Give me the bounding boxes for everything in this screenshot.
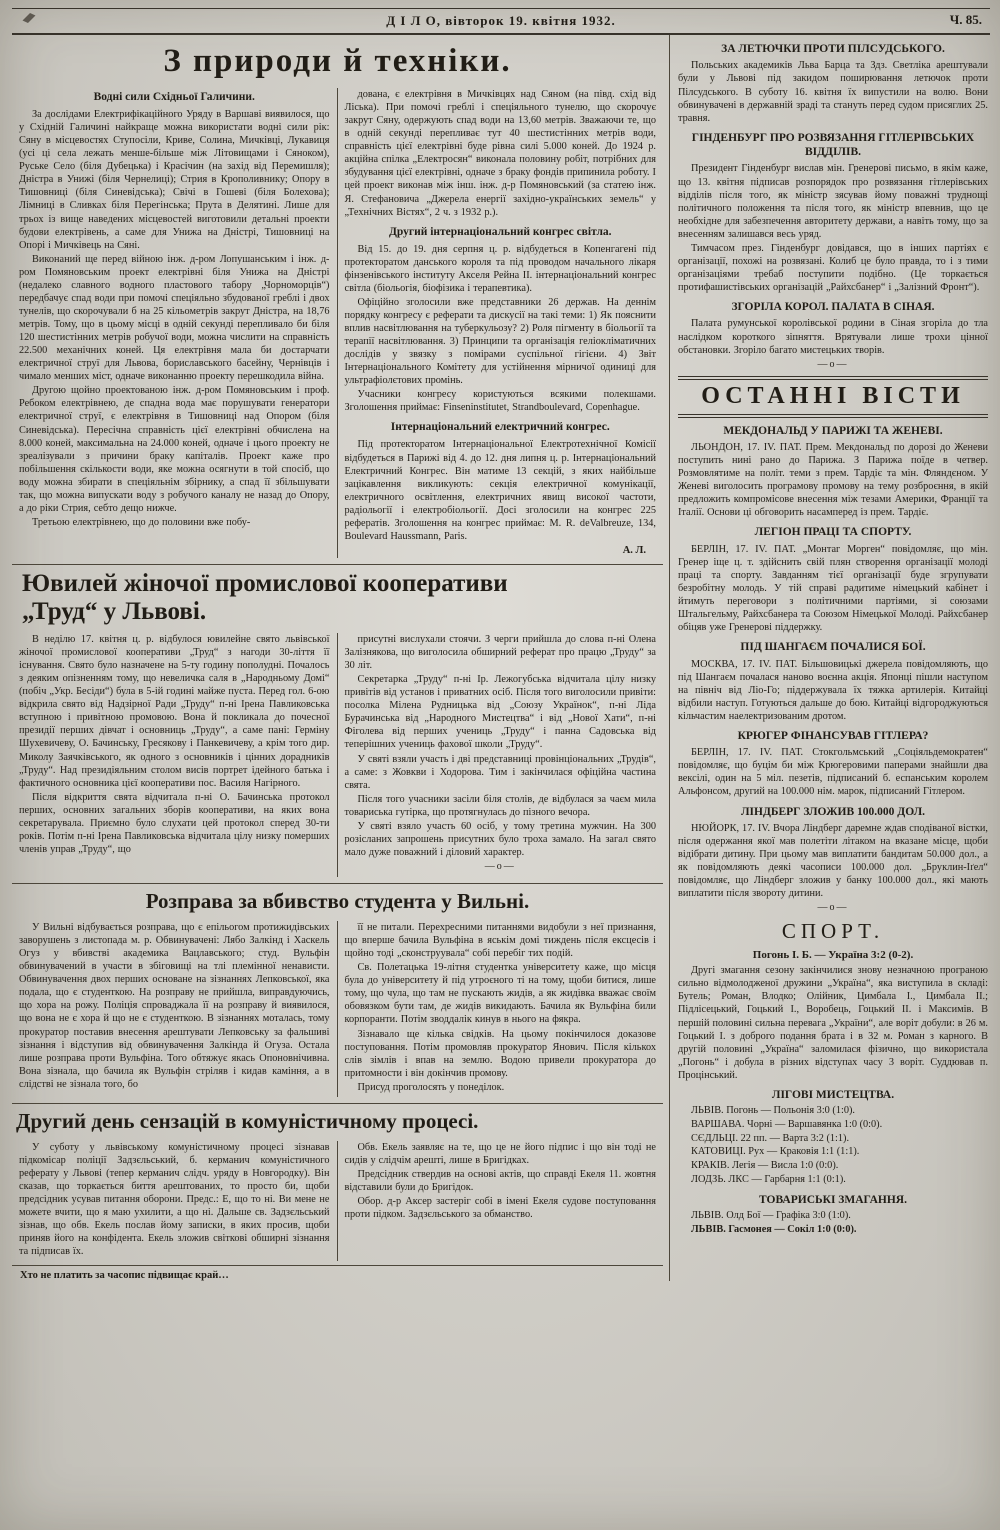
article-vilna-trial (12, 883, 663, 1097)
league-header: ЛІГОВІ МИСТЕЦТВА. (771, 1088, 895, 1101)
friendly-header: ТОВАРИСЬКІ ЗМАГАННЯ. (759, 1194, 907, 1207)
news-title: ЗГОРІЛА КОРОЛ. ПАЛАТА В СІНАЯ. (731, 301, 935, 314)
news-item-hindenburg (678, 131, 988, 294)
sport-header: СПОРТ. (781, 919, 885, 944)
column-right (338, 1141, 664, 1262)
issue-number: Ч. 85. (949, 12, 982, 27)
paragraph: Під протекторатом Інтернаціональної Електротехнічної Комісії відбудеться в Парижі від 4. до 12. дня липня ц. р. Інтернаціональний Електричний Конгрес. Він матиме 13 секцій, з яких найбільше зацікавлення викликують: секція електричної комунікації, електричного освітлення, електричних явищ високої частоти, радіольогії і електробіольогії. Досі зголосили на конгрес 225 рефератів. Зголошення на конгрес приймає: M. R. deValbreuze, 134, Boulevard Haussmann, Paris. (344, 439, 656, 542)
score-line: КАТОВИЦІ. Рух — Краковія 1:1 (1:1). (691, 1146, 860, 1158)
paragraph: Учасники конгресу користуються всякими полекшами. Зголошення приймає: Finseninstitutet, Strandboulevard, Copenhague. (344, 389, 656, 414)
league-results (678, 1089, 988, 1187)
paragraph: Св. Полетацька 19-літня студентка університету каже, що місця була до університету й під утроєного ті на тому, щоби битися, лише тому, що чула, що там не пускають жидів, а як жидівка вважає своїм обовязком бути там, де жидів викидають. Бачила як Вульфіна били корпоранти. Потім зводдалік кинув в нього на фякра. (344, 962, 656, 1026)
article-title (12, 565, 663, 633)
paragraph: НЮЙОРК, 17. IV. Вчора Ліндберг даремне ждав сподіваної вістки, після одержання якої мав полетіти літаком на вказане місце, щоби відібрати дитину. При цьому мав виплатити бандитам 50.000 дол., а як повідомляють деякі часописи 100.000 дол. „Бруклин-Іґел“ повідомляє, що Ліндберг зложив у банку 100.000 дол., які мають виплатити після звороту дитини. (678, 822, 988, 900)
paragraph: Президент Гінденбург вислав мін. Гренерові письмо, в якім каже, що 13. квітня підписав розпорядок про розвязання гітлерівських відділів після того, як міністр зясував йому поважні труднощі політичного положення та після того, як міністр впевнив, що це необхідне для забезпечення авторитету держави, а навіть тому, що за внесенням залишався весь уряд. (678, 163, 988, 240)
article-subtitle: Водні сили Східньої Галичини. (93, 91, 255, 103)
news-title: ГІНДЕНБУРГ ПРО РОЗВЯЗАННЯ ГІТЛЕРІВСЬКИХ ВІДДІЛІВ. (691, 131, 975, 159)
main-articles-area (12, 35, 670, 1281)
column-left (12, 1141, 338, 1262)
news-item-macdonald (678, 424, 988, 520)
section-separator: —о— (817, 902, 849, 914)
paragraph: В неділю 17. квітня ц. р. відбулося ювилейне свято львівської жіночої промислової кооперативи „Труд“ з нагоди 30-ліття її існування. Свято було назначене на 5-ту годину пополудні. Почалось з деяким опізненням тому, що невеличка саля в „Народньому Домі“ (побіч „Укр. Бесіди“) була в 5-ій годині майже пуста. Перед гол. 6-ою відкрила свято від Надзірної Ради „Труду“ п-ні Ірена Павликовська вступною і привітною промовою. Вона й покликала до почесної президії перших дівчат і основниць „Труду“, а саме пані: Герміну Шухевичеву, О. Бачинську, Гресякову і Панкевичеву, а крім того дир. Миколу Заячківського, як одного з основників і цінних дорадників „Труду“. Над президіяльним столом висів портрет ідейного батька і фактичного основника цієї кооперативи пос. Василя Нагірного. (19, 633, 330, 789)
paragraph: Обв. Екель заявляє на те, що це не його підпис і що він тоді не сидів у слідчім арешті, лише в Бригідках. (344, 1141, 656, 1166)
news-title: ЗА ЛЕТЮЧКИ ПРОТИ ПІЛСУДСЬКОГО. (721, 43, 945, 55)
masthead-title: Д І Л О, вівторок 19. квітня 1932. (386, 13, 616, 28)
paragraph: МОСКВА, 17. IV. ПАТ. Більшовицькі джерела повідомляють, що під Шангаєм почалася наново воєнна акція. Японці пішли наступом на північ від Ліо-Го; піддержувала їх тяжка артилерія. Китайці відбили наступ. Готуються дальше до бою. Китайці відгороджуються кільчастим наелектризованим дротом. (678, 658, 988, 722)
title-line-1: Ювилей жіночої промислової кооперативи (22, 569, 508, 597)
two-column-layout (12, 1141, 663, 1262)
score-line: ЛЬВІВ. Олд Бої — Графіка 3:0 (1:0). (691, 1210, 851, 1222)
subheading-electric-congress: Інтернаціональний електричний конгрес. (390, 421, 610, 434)
column-right (338, 921, 664, 1097)
paragraph: Предсідник ствердив на основі актів, що справді Екеля 11. жовтня відставили були до Бригідок. (344, 1168, 656, 1193)
paragraph: присутні вислухали стоячи. З черги прийшла до слова п-ні Олена Залізнякова, що виголосила обширний реферат про працю „Труду“ за 30 літ. (344, 633, 656, 672)
paragraph: Виконаний ще перед війною інж. д-ром Лопушанським і інж. д-ром Помяновським проект електрівні біля Унижа на Дністрі (недалеко славного водного пластового табору „Чорноморців“) передбачує спад води при помочі спеціяльно збудованої греблі і двох тунелів, що скорочували б на 25 кільометрів закрут Дністра, на 18,76 метрів. Тому, що в цьому місці в одній секунді перепливало би біля 120 шестистінних метрів робучої води, можна числити на справність 22.500 механічних коней. Ця електрівня мала би достарчати електричної струї для Львова, бориславського басейну, Чернівців і чимало менших міст, одначе виконанню проекту перешкодила війна. (19, 253, 330, 383)
paragraph: У святі взяло участь 60 осіб, у тому третина мужчин. На 300 розісланих запрошень присутних було троха замало. На загал свято мало дуже поважний і діловий характер. (344, 820, 656, 858)
news-item-labour-legion (678, 525, 988, 634)
section-separator: —о— (817, 358, 849, 370)
article-title: З природи й техніки. (163, 43, 512, 79)
column-left (12, 633, 338, 877)
news-item-leaflets (678, 42, 988, 125)
paragraph: дована, є електрівня в Мичківцях над Сяном (на півд. схід від Ліська). При помочі греблі і спеціяльного тунелю, що скорочує закрут Сяну, одержують спад води на 13,60 метрів. Зважаючи те, що в одній секунді перепливає тут 40 шестистінних метрів води, справність цієї електрівні буде рівна силі 5.000 коней. До 1924 р. акційна спілка „Електросян“ виконала половину робіт, потрібних для збудування цієї електрівні, одначе з браку фондів припинила роботу. І цей проект виконав між інш. інж. д-р Помяновський (за статею інж. Я. Стефановича „Джерела енергії західно-українських земель“ у „Технічних Вістях“, 2 ч. з 1932 р.). (344, 89, 656, 218)
paragraph: Палата румунської королівської родини в Сіная згоріла до тла наслідком короткого зіпняття. Врятували лише трохи цінної обстановки. Згоріло багато мистецьких творів. (678, 318, 988, 356)
score-line: СЄДЛЬЦІ. 22 пп. — Варта 3:2 (1:1). (691, 1132, 850, 1144)
article-title: Розправа за вбивство студента у Вильні. (145, 889, 530, 913)
column-right (338, 633, 664, 877)
paragraph: Другою щойно проектованою інж. д-ром Помяновським і проф. Ребоком електрівнею, де спадна вода має порушувати генератори електричної струї, є електрівня в Тишовниці над Опором (біля Синевідська). Пересічна справність цієї електрівні обчислена на 8.000 коней, максимальна на 24.000 коней, одначе і цього проекту не зреалізували з причини браку капіталів. Проект каже про побільшення скількости води, яке можна осягнути в той спосіб, що воду можна збирати в спеціяльнім збірнику, а спад її збільшувати так, що можна випускати воду з робучого каналу не назад до Опору, а до ріки Стрия, себто дещо нижче. (19, 385, 330, 514)
author-initials: А. Л. (622, 544, 646, 556)
two-column-layout (12, 633, 663, 877)
paragraph: БЕРЛІН, 17. IV. ПАТ. „Монтаг Морген“ повідомляє, що мін. Гренер іще ц. т. здійснить свій плян створення організації молоді праці та спорту. Завданням тієї організації буде згрупувати безробітну молодь. У тій справі радитиме німецький кабінет і йтимуть переговори з політичними партіями, зі союзами Штальгельму, Райхсбанера та Союзом Німецької Молоді. Райхсбанер обіцяв уже Гренерові піддержку. (678, 543, 988, 634)
paragraph: Офіційно зголосили вже представники 26 держав. На деннім порядку конгресу є реферати та дискусії на такі теми: 1) Як пояснити вплив насвітлювання на туберкульозу? 2) Роля пігменту в біольогії та терапії насвітлювання. 3) Принципи та організація геліокліматичних дослідів у звязку з помірами суспільної гігієни. 4) Звіт Інтернаціонального Комітету для устійнення мірничої одиниці для ультрафіолєтових промінь. (344, 296, 656, 387)
section-separator: —о— (484, 861, 516, 872)
score-line: ЛЬВІВ. Погонь — Польонія 3:0 (1:0). (691, 1104, 855, 1116)
masthead (12, 8, 990, 35)
article-nature-and-technology (12, 43, 663, 558)
latest-news-header: ОСТАННІ ВІСТИ (678, 376, 988, 418)
news-title: МЕКДОНАЛЬД У ПАРИЖІ ТА ЖЕНЕВІ. (723, 424, 943, 437)
score-line: ЛЬВІВ. Гасмонея — Сокіл 1:0 (0:0). (691, 1224, 857, 1236)
news-item-shanghai (678, 640, 988, 723)
paragraph: БЕРЛІН, 17. IV. ПАТ. Стокгольмський „Соціяльдемократен“ повідомляє, що буцім би між Крюгеровими паперами знайшли два вексілі, один на 5 міл. пезетів, підписаний б. еспанським королем Альфонсом, другий на 100.000 нім. марок, підписаний Гітлером. (678, 747, 988, 798)
match-result-title: Погонь І. Б. — Україна 3:2 (0-2). (752, 949, 914, 962)
title-line-2: „Труд“ у Львові. (22, 597, 207, 625)
article-title: Другий день сензацій в комуністичному процесі. (16, 1108, 479, 1133)
two-column-layout (12, 88, 663, 558)
paragraph: У суботу у львівському комуністичному процесі зізнавав підкомісар поліції Задзєльський, б. керманич комуністичного реферату у Львові (тепер керманич слідч. уряду в Новгородку). Він сказав, що торкається биття арештованих, то просто би, щоби предсідник усував питання оборони. Предс.: Е, що то ні. Ви мене не можете вчити, що я маю ухилити, а що ні. Дальше св. Задзєльський зізнав, що обв. Екель послав йому записки, в яких просив, щоби приняв його на конфідента. Екель зложив світкові обширні зізнання та підписав їх. (19, 1141, 330, 1258)
page-body (12, 35, 990, 1281)
sport-section (678, 919, 988, 1082)
paragraph: Третьою електрівнею, що до половини вже побу- (32, 516, 251, 528)
news-column (670, 35, 990, 1281)
score-line: ВАРШАВА. Чорні — Варшавянка 1:0 (0:0). (691, 1118, 883, 1130)
score-line: КРАКІВ. Легія — Висла 1:0 (0:0). (691, 1160, 839, 1172)
news-title: КРЮГЕР ФІНАНСУВАВ ГІТЛЕРА? (737, 729, 929, 742)
paragraph: Зізнавало ще кілька свідків. На цьому покінчилося доказове поступовання. Потім промовляв прокуратор Янович. Після кількох слів зімлів і впав на землю. Водою привели прокуратора до притомности і він докінчив промову. (344, 1028, 656, 1079)
paragraph: Після відкриття свята відчитала п-ні О. Бачинська протокол перших, основних загальних зборів кооперативи, на яких вона секретарувала. Приємно було слухати цей протокол сперед 30-ти років. Потім п-ні Ірена Павликовська відчитала цілу низку померших членів управ „Труду“, що (19, 791, 330, 855)
paragraph: Другі змагання сезону закінчилися знову незначною програною сильно відмолодженої дружини „Україна“, яка виступила в складі: Бутель; Роман, Влодко; Олійник, Цимбала І., Цимбала ІІ.; Підлісецький, Гоцький І., Воробець, Гоцький ІІ. і Максимів. В першій половині сильна перевага „України“, але воріт добули: в 26 м. Гоцький І. з доброго подання брата і в 32 м. Роман з карного. В другій половині „Україна“ заломилася фізично, що використала „Погонь“ і добула в різних відступах часу 3 воріт. Суддював п. Процінський. (678, 965, 988, 1081)
column-left (12, 88, 338, 558)
friendly-results (678, 1194, 988, 1237)
article-communist-trial (12, 1103, 663, 1262)
paragraph: Присуд проголосять у понеділок. (357, 1081, 505, 1093)
print-artifact-mark (23, 13, 36, 23)
paragraph: У святі взяли участь і дві представниці провінціональних „Трудів“, а саме: з Жовкви і Ходорова. Тим і закінчилася офіційна частина свята. (344, 753, 656, 791)
two-column-layout (12, 921, 663, 1097)
column-left (12, 921, 338, 1097)
paragraph: Секретарка „Труду“ п-ні Ір. Лежогубська відчитала цілу низку привітів від установ і приватних осіб. Після того виголосили привіти: посолка Мілена Рудницька від „Союзу Українок“, п-ні Ліда Бурачинська від „Народного Мистецтва“ і від „Нової Хати“, п-ні Фіголева від перших учениць „Труду“ і панна Садовська від теперішних учениць фахової школи „Труду“. (344, 674, 656, 751)
article-trud-jubilee (12, 564, 663, 877)
paragraph: Після того учасники засіли біля столів, де відбулася за чаєм мила товариська гутірка, що протягнулась до пізного вечора. (344, 793, 656, 818)
news-title: ЛІНДБЕРГ ЗЛОЖИВ 100.000 ДОЛ. (740, 805, 926, 818)
news-item-krueger (678, 729, 988, 799)
paragraph: За дослідами Електрифікаційного Уряду в Варшаві виявилося, що у Східній Галичині найкраще можна використати водні сили рік: Сяну в місцевостях Ступосіли, Криве, Солина, Мичківці, Лукавиця (усі ці села лежать менше-більше між Літовищами і Сяноком), Руське Село (біля Дубецька) і Красічин (на захід від Перемишля); Дністра в Унижі (біля Чернелиці); Стрия в Крополивнику; Опору в Тишовниці (біля Синевідська); Свічі в Гошеві (біля Болехова); Лімниці в Сливках біля Перегінська; Прута в Делятині. Лише для трьох із вище наведених місцевостей виготовили детальні проекти будови електрівень, а саме для Унижа на Дністрі, Тишовниці на Опорі і Мичківець на Сяні. (19, 109, 330, 251)
paragraph: Обор. д-р Аксер застеріг собі в імені Екеля судове поступовання проти підком. Задзєльського за обманство. (344, 1196, 656, 1221)
subscription-notice: Хто не платить за часопис підвищає край… (12, 1265, 663, 1281)
paragraph: ЛЬОНДОН, 17. IV. ПАТ. Прем. Мекдональд по дорозі до Женеви поступить нині рано до Парижа. З Парижа поїде в четвер. Розмовлятиме на політ. теми з прем. Тардіє та мін. Фляндєном. У Женеві виголосить програмову промову на тему розброєння, в якій предложить компромісове внесення між тезами Америки, Франції та Італії. Основи ці обговорить насамперед із прем. Тардіє. (678, 442, 988, 519)
news-title: ПІД ШАНГАЄМ ПОЧАЛИСЯ БОЇ. (740, 641, 926, 654)
news-item-lindbergh (678, 805, 988, 914)
score-line: ЛОДЗЬ. ЛКС — Гарбарня 1:1 (0:1). (691, 1174, 846, 1186)
column-right (338, 88, 664, 558)
paragraph: У Вильні відбувається розправа, що є епільогом протижидівських заворушень з листопада м. р. Обвинувачені: Лябо Залкінд і Хаскель Огуз у вбивстві академика Вацлавського; студ. Вульфін обвинувачений в участи в збіговищі на тлі племінної ненависти. Обвинувачення двох перших основане на зізнаннях Лепковської, яка подала, що є студенткою. На розправу не прийшла, виправдуючись, що хора на рожу. Поліція спроваджала її на розправу й виявилося, що вона не є хора й що не є студенткою. В зізнаннях моталась, тому прокуратор поставив внесення арештувати Лепковську за фальшиві зізнання і відступив від обвинувачення Залкінда й Огуза. Остала лише розправа проти Вульфіна. Того обтяжує якась Опоновнічивна. Вона зізнала, що бачила як Вульфін стріляв і кидав каміння, а в слідстві не зізнала того, бо (19, 922, 330, 1090)
paragraph: Тимчасом през. Гінденбург довідався, що в інших партіях є організації, похожі на розвязані. Колиб це було правда, то і з тими організаціями требаб поступити подібно. (Це торкається протифашистівських організацій „Райхсбанер“ і „Залізний Фронт“). (678, 242, 988, 293)
news-item-sinaia-fire (678, 300, 988, 370)
paragraph: її не питали. Перехресними питаннями видобули з неї признання, що вперше бачила Вульфіна в яськім домі тиждень після ексцесів і щойно тоді „сконструувала“ собі перебіг тих подій. (344, 922, 656, 960)
paragraph: Польських академиків Льва Барца та Здз. Светліка арештували були у Львові під закидом поширювання летючок проти Пілсудського. В суботу 16. квітня їх випустили на волю. Вони обвинувачені в державній зраді та стануть перед судом присяглих 25. травня. (678, 60, 988, 124)
news-title: ЛЕГІОН ПРАЦІ ТА СПОРТУ. (754, 526, 912, 539)
paragraph: Від 15. до 19. дня серпня ц. р. відбудеться в Копенгагені під протекторатом данського короля та під проводом начального лікаря фінзенівського інституту Акселя Рейна ІІ. інтернаціональний конгрес світла (біольогія, біофізика і терапевтика). (344, 243, 656, 294)
subheading-light-congress: Другий інтернаціональний конгрес світла. (388, 225, 612, 238)
